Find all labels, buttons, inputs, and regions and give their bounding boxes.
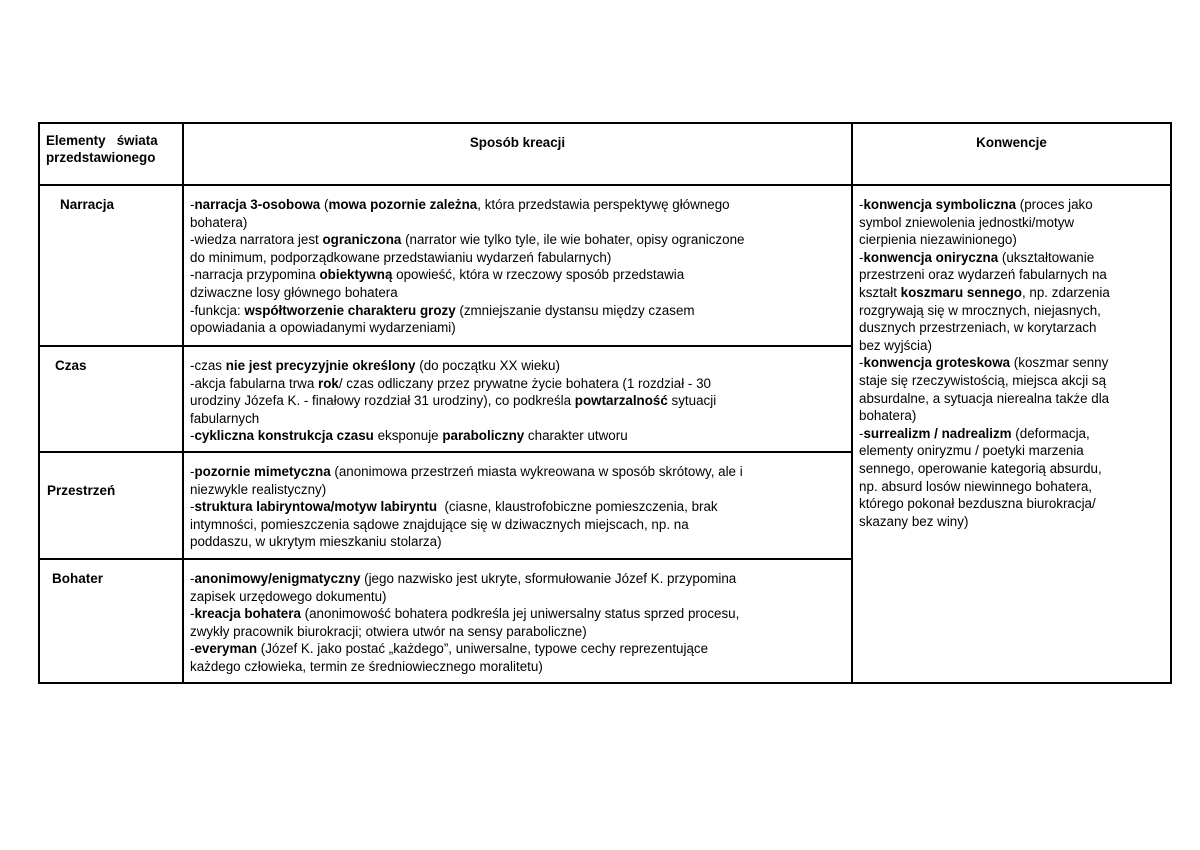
text-segment: (zmniejszanie dystansu między czasem	[455, 302, 695, 318]
text-segment: -	[190, 428, 195, 444]
literature-table	[38, 122, 1172, 684]
text-line	[190, 623, 845, 641]
text-segment: sytuacji	[667, 393, 717, 409]
header-row	[39, 123, 1171, 185]
bold-term: paraboliczny	[442, 428, 525, 444]
bold-term: kreacja bohatera	[194, 606, 301, 622]
text-segment: kształt	[859, 284, 901, 300]
text-segment: (jego nazwisko jest ukryte, sformułowanie Józef K. przypomina	[360, 571, 737, 586]
bold-term: narracja 3-osobowa	[194, 197, 321, 212]
text-line	[190, 605, 845, 623]
text-line	[859, 337, 1164, 355]
content-cell	[183, 559, 852, 683]
text-segment: (deformacja,	[1011, 425, 1090, 441]
text-segment: (	[320, 197, 329, 212]
text-segment: symbol zniewolenia jednostki/motyw	[859, 214, 1075, 230]
text-segment: opowiadania a opowiadanymi wydarzeniami)	[190, 320, 456, 336]
text-segment: (anonimowa przestrzeń miasta wykreowana w sposób skrótowy, ale i	[330, 464, 743, 479]
bold-term: struktura labiryntowa/motyw labiryntu	[194, 499, 438, 515]
text-segment: -akcja fabularna trwa	[190, 375, 319, 391]
text-line	[190, 481, 845, 499]
text-segment: -	[190, 499, 195, 515]
header-conventions	[852, 123, 1171, 185]
text-line	[190, 375, 845, 393]
text-segment: -czas	[190, 358, 226, 373]
text-line	[859, 372, 1164, 390]
text-segment: przestrzeni oraz wydarzeń fabularnych na	[859, 267, 1107, 283]
text-segment: (proces jako	[1016, 197, 1093, 212]
text-line	[190, 266, 845, 284]
row-label: Narracja	[60, 197, 115, 212]
text-line	[859, 478, 1164, 496]
bold-term: konwencja groteskowa	[863, 355, 1011, 371]
text-line	[190, 319, 845, 337]
text-segment: bez wyjścia)	[859, 337, 932, 353]
bold-term: cykliczna konstrukcja czasu	[194, 428, 374, 444]
bold-term: obiektywną	[319, 267, 393, 283]
text-line	[190, 392, 845, 410]
text-segment: bohatera)	[859, 408, 917, 424]
text-segment: cierpienia niezawinionego)	[859, 232, 1017, 248]
text-segment: absurdalne, a sytuacja nierealna także dla	[859, 390, 1110, 406]
text-line	[859, 196, 1164, 214]
content-konwencje	[853, 186, 1170, 534]
text-segment: -	[859, 425, 864, 441]
text-segment: opowieść, która w rzeczowy sposób przedstawia	[392, 267, 685, 283]
text-segment: urodziny Józefa K. - finałowy rozdział 31 urodziny), co podkreśla	[190, 393, 575, 409]
text-line	[190, 658, 845, 676]
text-line	[859, 513, 1164, 531]
text-segment: każdego człowieka, termin ze średniowiecznego moralitetu)	[190, 658, 543, 674]
content-cell	[183, 452, 852, 559]
text-segment: skazany bez winy)	[859, 513, 969, 529]
text-line	[859, 302, 1164, 320]
text-segment: zapisek urzędowego dokumentu)	[190, 588, 387, 604]
content-narracja	[184, 186, 851, 341]
text-line	[859, 231, 1164, 249]
text-line	[190, 357, 845, 375]
text-line	[859, 354, 1164, 372]
text-line	[190, 231, 845, 249]
header-elements-line2: przedstawionego	[46, 150, 156, 165]
text-line	[190, 427, 845, 445]
text-segment: -	[859, 249, 864, 265]
text-line	[859, 266, 1164, 284]
text-segment: -	[190, 606, 195, 622]
text-segment: (anonimowość bohatera podkreśla jej uniwersalny status sprzed procesu,	[300, 606, 740, 622]
text-segment: (Józef K. jako postać „każdego”, uniwersalne, typowe cechy reprezentujące	[257, 641, 709, 657]
label-cell	[39, 185, 183, 346]
bold-term: konwencja symboliczna	[863, 197, 1017, 212]
text-line	[190, 640, 845, 658]
text-segment: -	[190, 571, 195, 586]
text-segment: -	[859, 355, 864, 371]
text-segment: elementy oniryzmu / poetyki marzenia	[859, 443, 1084, 459]
text-line	[859, 390, 1164, 408]
content-bohater	[184, 560, 851, 680]
text-segment: np. absurd losów niewinnego bohatera,	[859, 478, 1093, 494]
bold-term: nie jest precyzyjnie określony	[225, 358, 416, 373]
bold-term: konwencja oniryczna	[863, 249, 999, 265]
bold-term: powtarzalność	[574, 393, 668, 409]
text-line	[190, 570, 845, 588]
text-segment: staje się rzeczywistością, miejsca akcji są	[859, 372, 1107, 388]
bold-term: everyman	[194, 641, 258, 657]
header-elements	[39, 123, 183, 185]
text-segment: (ciasne, klaustrofobiczne pomieszczenia, brak	[437, 499, 718, 515]
text-line	[190, 533, 845, 551]
text-line	[190, 302, 845, 320]
text-line	[859, 284, 1164, 302]
text-segment: (koszmar senny	[1010, 355, 1109, 371]
text-line	[190, 249, 845, 267]
text-segment: którego pokonał bezduszna biurokracja/	[859, 496, 1096, 512]
text-segment: , która przedstawia perspektywę głównego	[477, 197, 730, 212]
text-segment: (do początku XX wieku)	[415, 358, 560, 373]
text-segment: -	[190, 464, 195, 479]
label-cell	[39, 559, 183, 683]
header-creation	[183, 123, 852, 185]
row-label: Bohater	[52, 571, 104, 586]
bold-term: mowa pozornie zależna	[328, 197, 478, 212]
text-segment: -	[190, 197, 195, 212]
text-segment: dziwaczne losy głównego bohatera	[190, 284, 398, 300]
text-segment: -	[859, 197, 864, 212]
header-conventions-text: Konwencje	[976, 135, 1047, 150]
bold-term: współtworzenie charakteru grozy	[244, 302, 456, 318]
bold-term: rok	[318, 375, 339, 391]
text-segment: rozgrywają się w mrocznych, niejasnych,	[859, 302, 1101, 318]
text-line	[190, 284, 845, 302]
text-segment: niezwykle realistyczny)	[190, 481, 327, 497]
text-segment: zwykły pracownik biurokracji; otwiera utwór na sensy paraboliczne)	[190, 623, 587, 639]
text-segment: poddaszu, w ukrytym mieszkaniu stolarza)	[190, 534, 442, 550]
text-line	[190, 196, 845, 214]
content-przestrzen	[184, 453, 851, 555]
text-line	[190, 588, 845, 606]
text-line	[859, 495, 1164, 513]
text-line	[859, 407, 1164, 425]
text-segment: , np. zdarzenia	[1021, 284, 1110, 300]
text-segment: (ukształtowanie	[998, 249, 1095, 265]
label-cell	[39, 452, 183, 559]
text-segment: charakter utworu	[524, 428, 628, 444]
text-line	[190, 516, 845, 534]
row-narracja	[39, 185, 1171, 346]
text-segment: bohatera)	[190, 214, 248, 230]
text-segment: -funkcja:	[190, 302, 245, 318]
content-cell	[183, 185, 852, 346]
text-segment: -narracja przypomina	[190, 267, 320, 283]
text-line	[859, 249, 1164, 267]
bold-term: surrealizm / nadrealizm	[863, 425, 1012, 441]
row-label: Przestrzeń	[47, 483, 116, 498]
content-cell	[183, 346, 852, 452]
text-line	[190, 463, 845, 481]
conventions-cell	[852, 185, 1171, 683]
text-line	[859, 460, 1164, 478]
text-segment: fabularnych	[190, 410, 260, 426]
text-segment: -	[190, 641, 195, 657]
text-line	[190, 214, 845, 232]
bold-term: koszmaru sennego	[900, 284, 1022, 300]
header-creation-text: Sposób kreacji	[469, 135, 566, 150]
label-cell	[39, 346, 183, 452]
text-segment: eksponuje	[373, 428, 443, 444]
bold-term: pozornie mimetyczna	[194, 464, 331, 479]
text-line	[859, 425, 1164, 443]
bold-term: ograniczona	[322, 232, 402, 248]
header-elements-line1: Elementy świata	[46, 133, 158, 148]
text-line	[859, 214, 1164, 232]
text-segment: / czas odliczany przez prywatne życie bohatera (1 rozdział - 30	[338, 375, 711, 391]
text-line	[190, 410, 845, 428]
bold-term: anonimowy/enigmatyczny	[194, 571, 361, 586]
text-segment: -wiedza narratora jest	[190, 232, 323, 248]
content-czas	[184, 347, 851, 449]
text-line	[190, 498, 845, 516]
text-segment: do minimum, podporządkowane przedstawianiu wydarzeń fabularnych)	[190, 249, 612, 265]
text-segment: (narrator wie tylko tyle, ile wie bohater, opisy ograniczone	[401, 232, 745, 248]
row-label: Czas	[55, 358, 87, 373]
text-line	[859, 319, 1164, 337]
text-segment: intymności, pomieszczenia sądowe znajdujące się w dziwacznych miejscach, np. na	[190, 516, 689, 532]
text-line	[859, 442, 1164, 460]
text-segment: sennego, operowanie kategorią absurdu,	[859, 460, 1102, 476]
text-segment: dusznych przestrzeniach, w korytarzach	[859, 320, 1097, 336]
